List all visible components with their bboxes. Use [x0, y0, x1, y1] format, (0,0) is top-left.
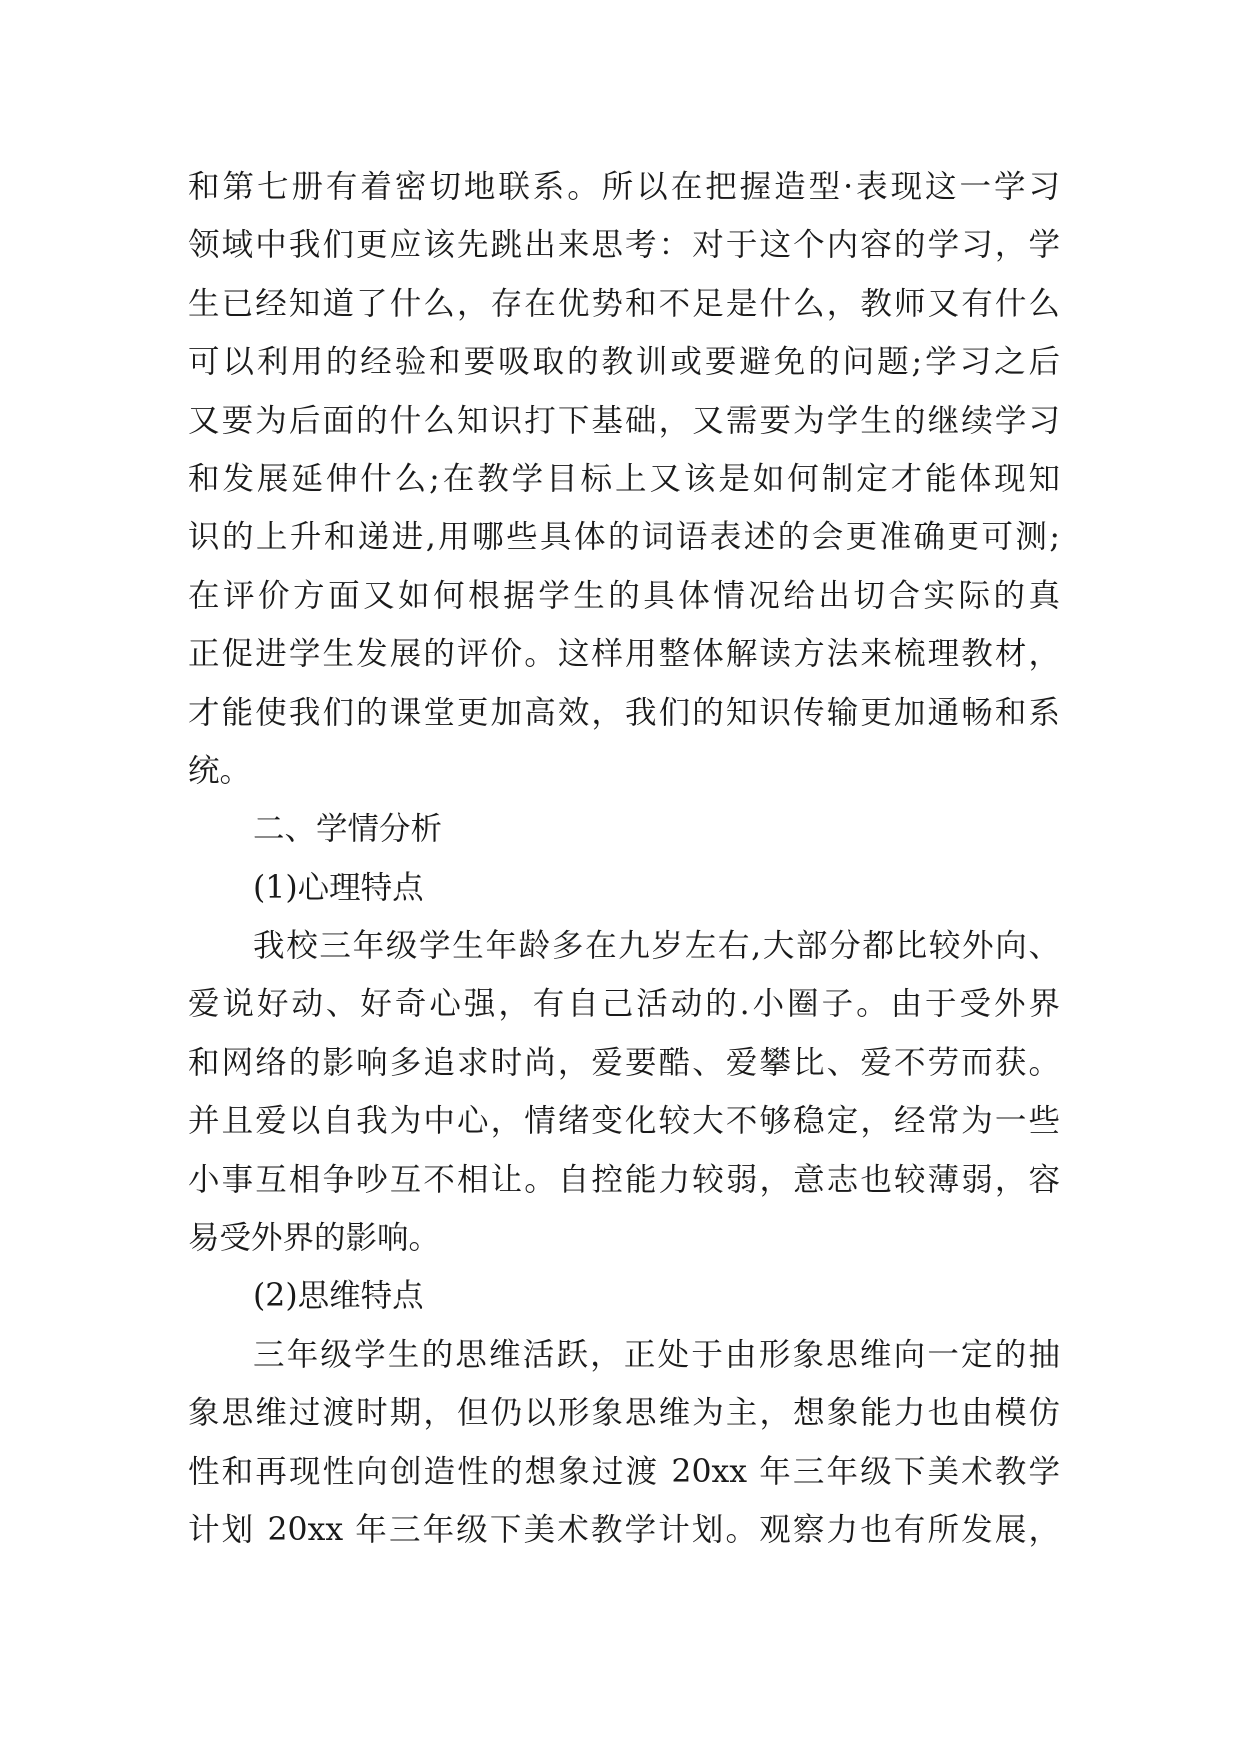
text-line: 和第七册有着密切地联系。所以在把握造型·表现这一学习 [188, 169, 1060, 205]
text-line: 计划 20xx 年三年级下美术教学计划。观察力也有所发展， [188, 1511, 1060, 1548]
text-line: 爱说好动、好奇心强，有自己活动的.小圈子。由于受外界 [188, 986, 1060, 1023]
text-line: 并且爱以自我为中心，情绪变化较大不够稳定，经常为一些 [188, 1103, 1060, 1140]
subheading-psychology: (1)心理特点 [253, 869, 424, 906]
section-heading: 二、学情分析 [253, 811, 443, 848]
text-line: 小事互相争吵互不相让。自控能力较弱，意志也较薄弱，容 [188, 1161, 1060, 1198]
paragraph-1 [188, 158, 1060, 800]
document-page [188, 158, 1060, 1559]
text-line: 又要为后面的什么知识打下基础，又需要为学生的继续学习 [188, 402, 1060, 439]
text-line: 才能使我们的课堂更加高效，我们的知识传输更加通畅和系 [188, 694, 1060, 731]
text-line: 我校三年级学生年龄多在九岁左右,大部分都比较外向、 [253, 928, 1060, 965]
text-line: 识的上升和递进,用哪些具体的词语表述的会更准确更可测; [188, 519, 1060, 556]
text-line: 领域中我们更应该先跳出来思考：对于这个内容的学习，学 [188, 227, 1060, 264]
paragraph-2 [188, 917, 1060, 1267]
text-line: 三年级学生的思维活跃，正处于由形象思维向一定的抽 [253, 1336, 1060, 1373]
text-line: 正促进学生发展的评价。这样用整体解读方法来梳理教材， [188, 636, 1060, 673]
text-line: 可以利用的经验和要吸取的教训或要避免的问题;学习之后 [188, 344, 1060, 381]
text-line: 性和再现性向创造性的想象过渡 20xx 年三年级下美术教学 [188, 1453, 1060, 1490]
subheading-thinking: (2)思维特点 [253, 1278, 424, 1315]
text-line: 易受外界的影响。 [188, 1220, 441, 1257]
text-line: 在评价方面又如何根据学生的具体情况给出切合实际的真 [188, 577, 1060, 614]
text-line: 和网络的影响多追求时尚，爱要酷、爱攀比、爱不劳而获。 [188, 1044, 1060, 1081]
paragraph-3 [188, 1326, 1060, 1560]
text-line: 和发展延伸什么;在教学目标上又该是如何制定才能体现知 [188, 460, 1060, 497]
text-line: 统。 [188, 752, 252, 789]
text-line: 象思维过渡时期，但仍以形象思维为主，想象能力也由模仿 [188, 1395, 1060, 1432]
text-line: 生已经知道了什么，存在优势和不足是什么，教师又有什么 [188, 285, 1060, 322]
